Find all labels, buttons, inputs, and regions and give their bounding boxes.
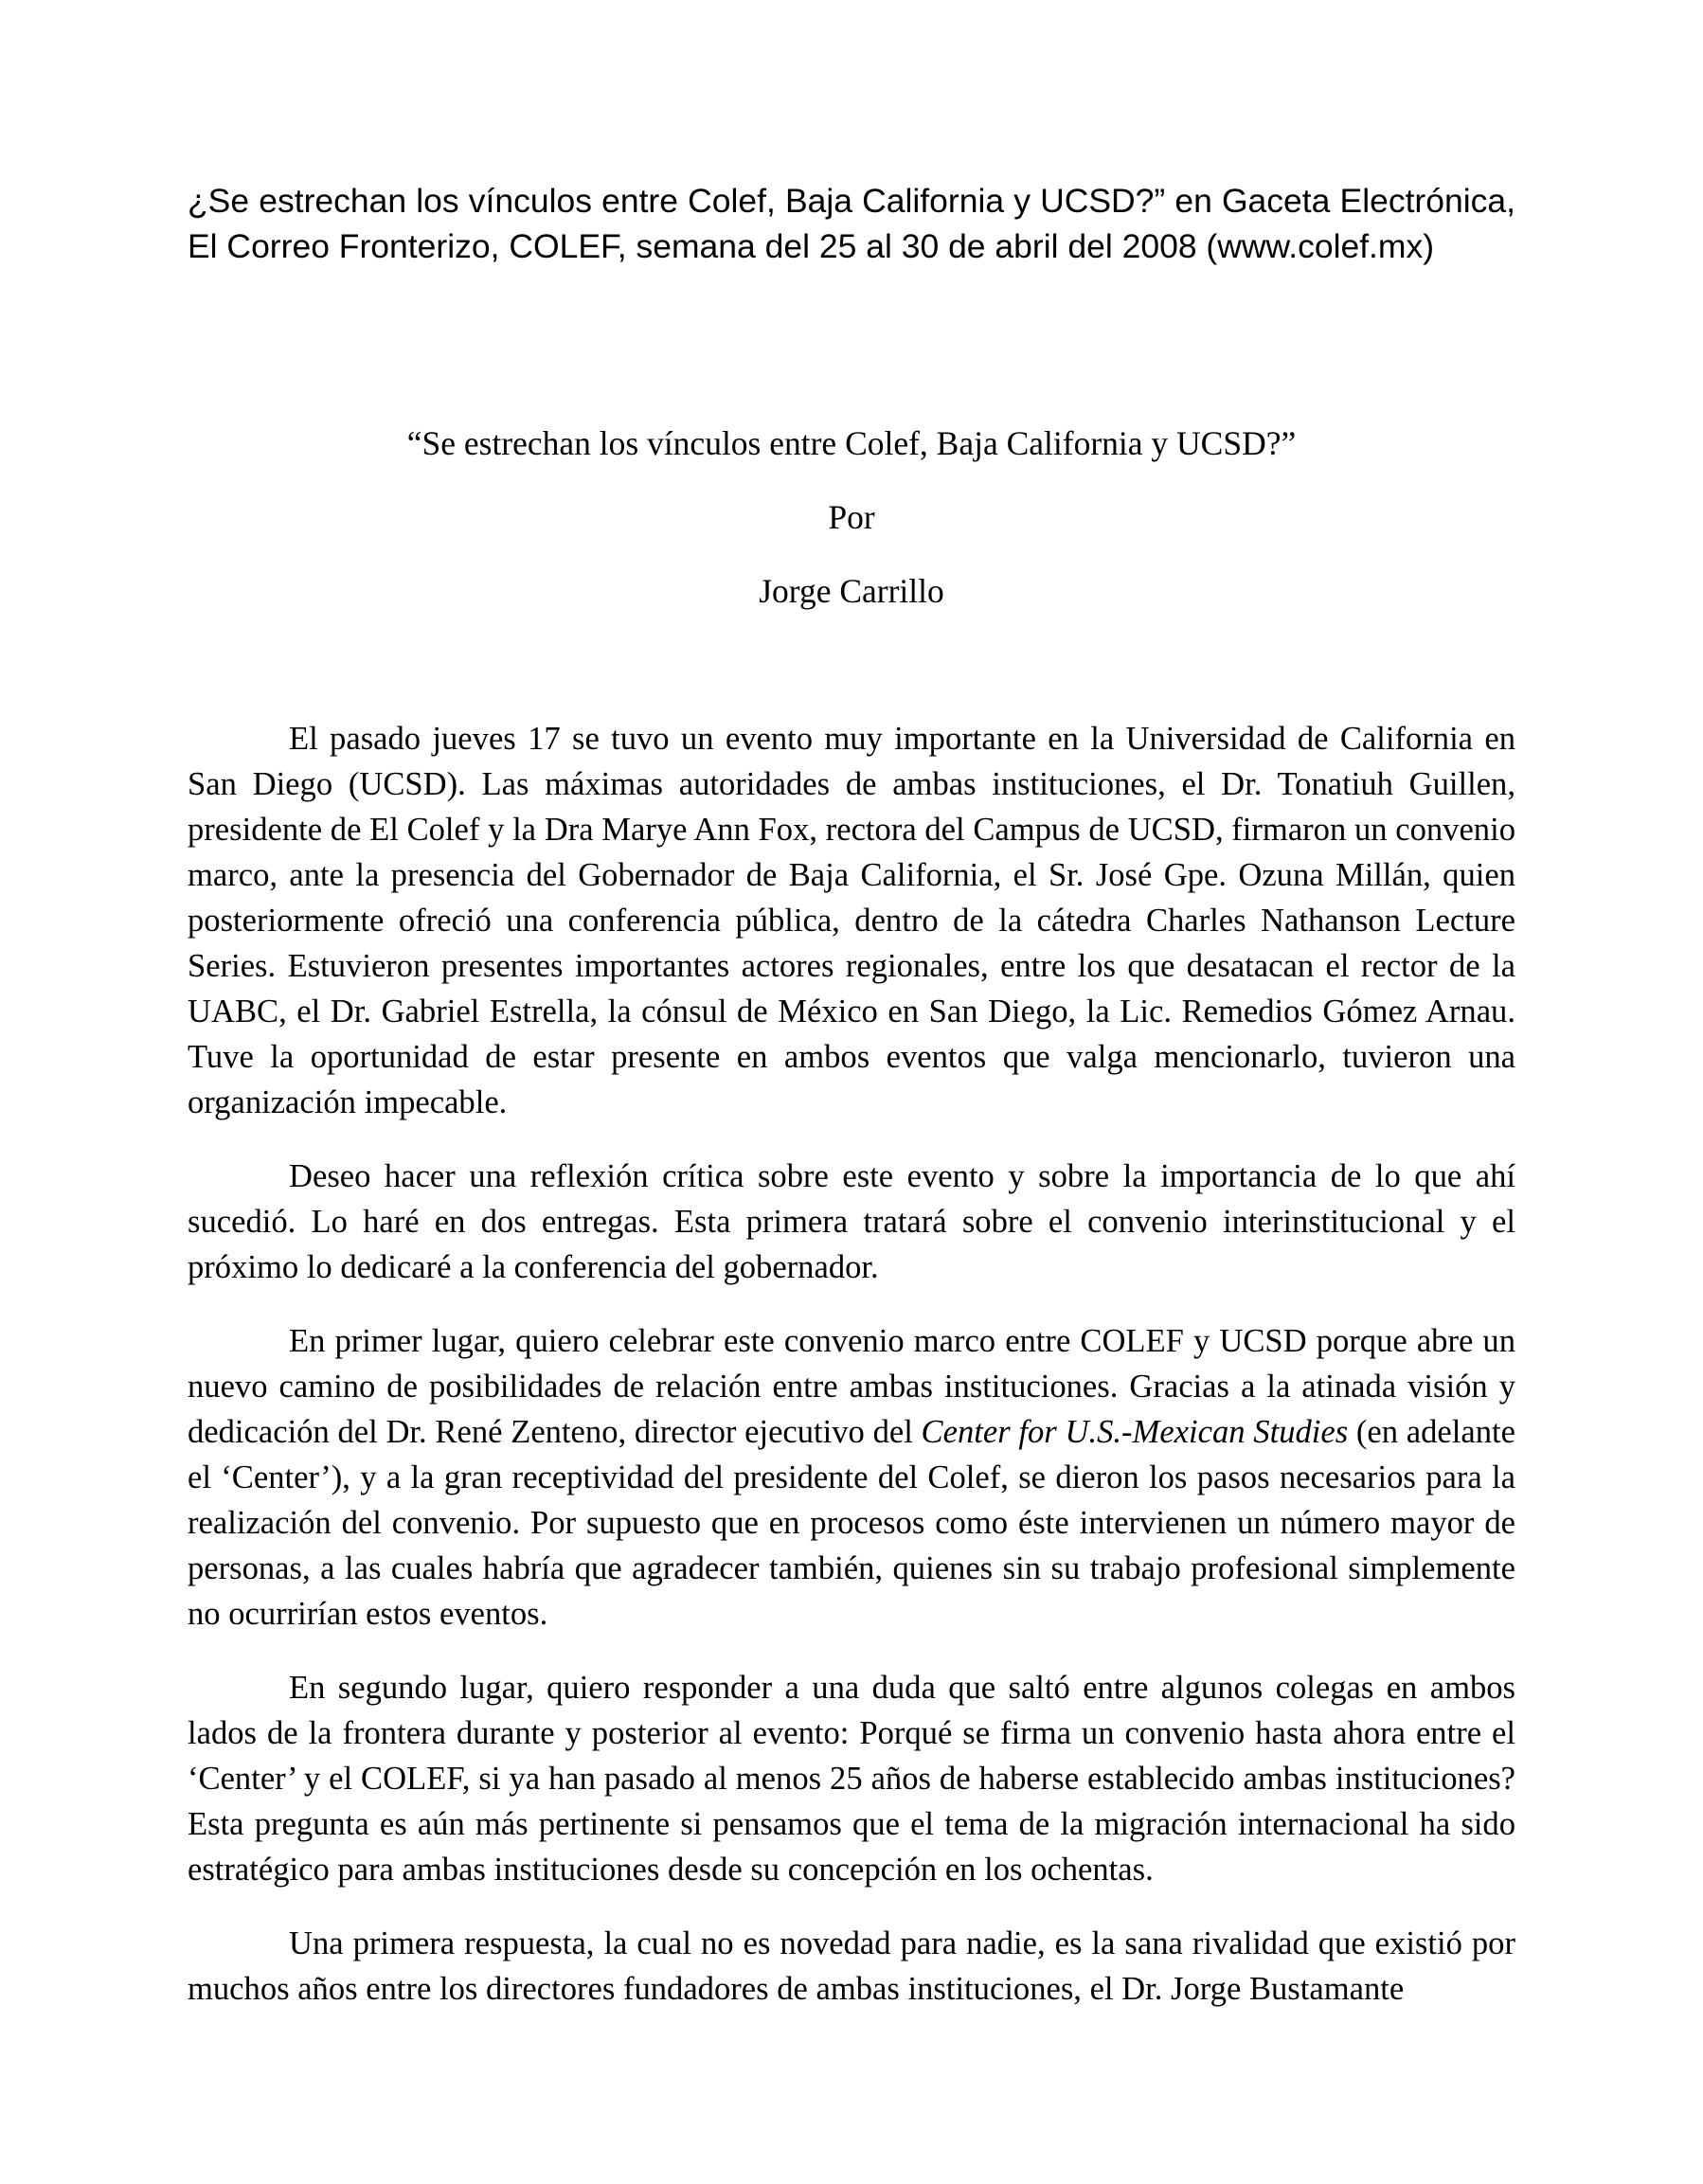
paragraph-3 <box>188 1318 1515 1637</box>
paragraph-3-text-end: (en adelante el ‘Center’), y a la gran receptividad del presidente del Colef, se dieron los pasos necesarios para la realización del convenio. Por supuesto que en procesos como éste intervienen un número mayor de personas, a las cuales habría que agradecer también, quienes sin su trabajo profesional simplemente no ocurrirían estos eventos. <box>188 1414 1515 1632</box>
citation-header: ¿Se estrechan los vínculos entre Colef, Baja California y UCSD?” en Gaceta Electrónica, El Correo Fronterizo, COLEF, semana del 25 al 30 de abril del 2008 (www.colef.mx) <box>188 182 1515 265</box>
document-page <box>188 0 1515 2184</box>
paragraph-2: Deseo hacer una reflexión crítica sobre este evento y sobre la importancia de lo que ahí sucedió. Lo haré en dos entregas. Esta primera tratará sobre el convenio interinstitucional y el próximo lo dedicaré a la conferencia del gobernador. <box>188 1158 1515 1285</box>
byline-label: Por <box>828 498 875 536</box>
paragraph-5: Una primera respuesta, la cual no es novedad para nadie, es la sana rivalidad que existió por muchos años entre los directores fundadores de ambas instituciones, el Dr. Jorge Bustamante <box>188 1925 1515 2007</box>
author-name: Jorge Carrillo <box>759 572 944 610</box>
paragraph-4: En segundo lugar, quiero responder a una duda que saltó entre algunos colegas en ambos lados de la frontera durante y posterior al evento: Porqué se firma un convenio hasta ahora entre el ‘Center’ y el COLEF, si ya han pasado al menos 25 años de haberse establecido ambas instituciones? Esta pregunta es aún más pertinente si pensamos que el tema de la migración internacional ha sido estratégico para ambas instituciones desde su concepción en los ochentas. <box>188 1670 1515 1888</box>
article-title: “Se estrechan los vínculos entre Colef, Baja California y UCSD?” <box>406 424 1297 462</box>
center-name-italic: Center for U.S.-Mexican Studies <box>921 1414 1349 1450</box>
paragraph-3-text-start: En primer lugar, quiero celebrar este convenio marco entre COLEF y UCSD porque abre un nuevo camino de posibilidades de relación entre ambas instituciones. Gracias a la atinada visión y dedicación del Dr. René Zenteno, director ejecutivo del <box>188 1323 1515 1450</box>
paragraph-1: El pasado jueves 17 se tuvo un evento muy importante en la Universidad de California en San Diego (UCSD). Las máximas autoridades de ambas instituciones, el Dr. Tonatiuh Guillen, presidente de El Colef y la Dra Marye Ann Fox, rectora del Campus de UCSD, firmaron un convenio marco, ante la presencia del Gobernador de Baja California, el Sr. José Gpe. Ozuna Millán, quien posteriormente ofreció una conferencia pública, dentro de la cátedra Charles Nathanson Lecture Series. Estuvieron presentes importantes actores regionales, entre los que desatacan el rector de la UABC, el Dr. Gabriel Estrella, la cónsul de México en San Diego, la Lic. Remedios Gómez Arnau. Tuve la oportunidad de estar presente en ambos eventos que valga mencionarlo, tuvieron una organización impecable. <box>188 721 1515 1120</box>
article-body <box>188 716 1515 2012</box>
